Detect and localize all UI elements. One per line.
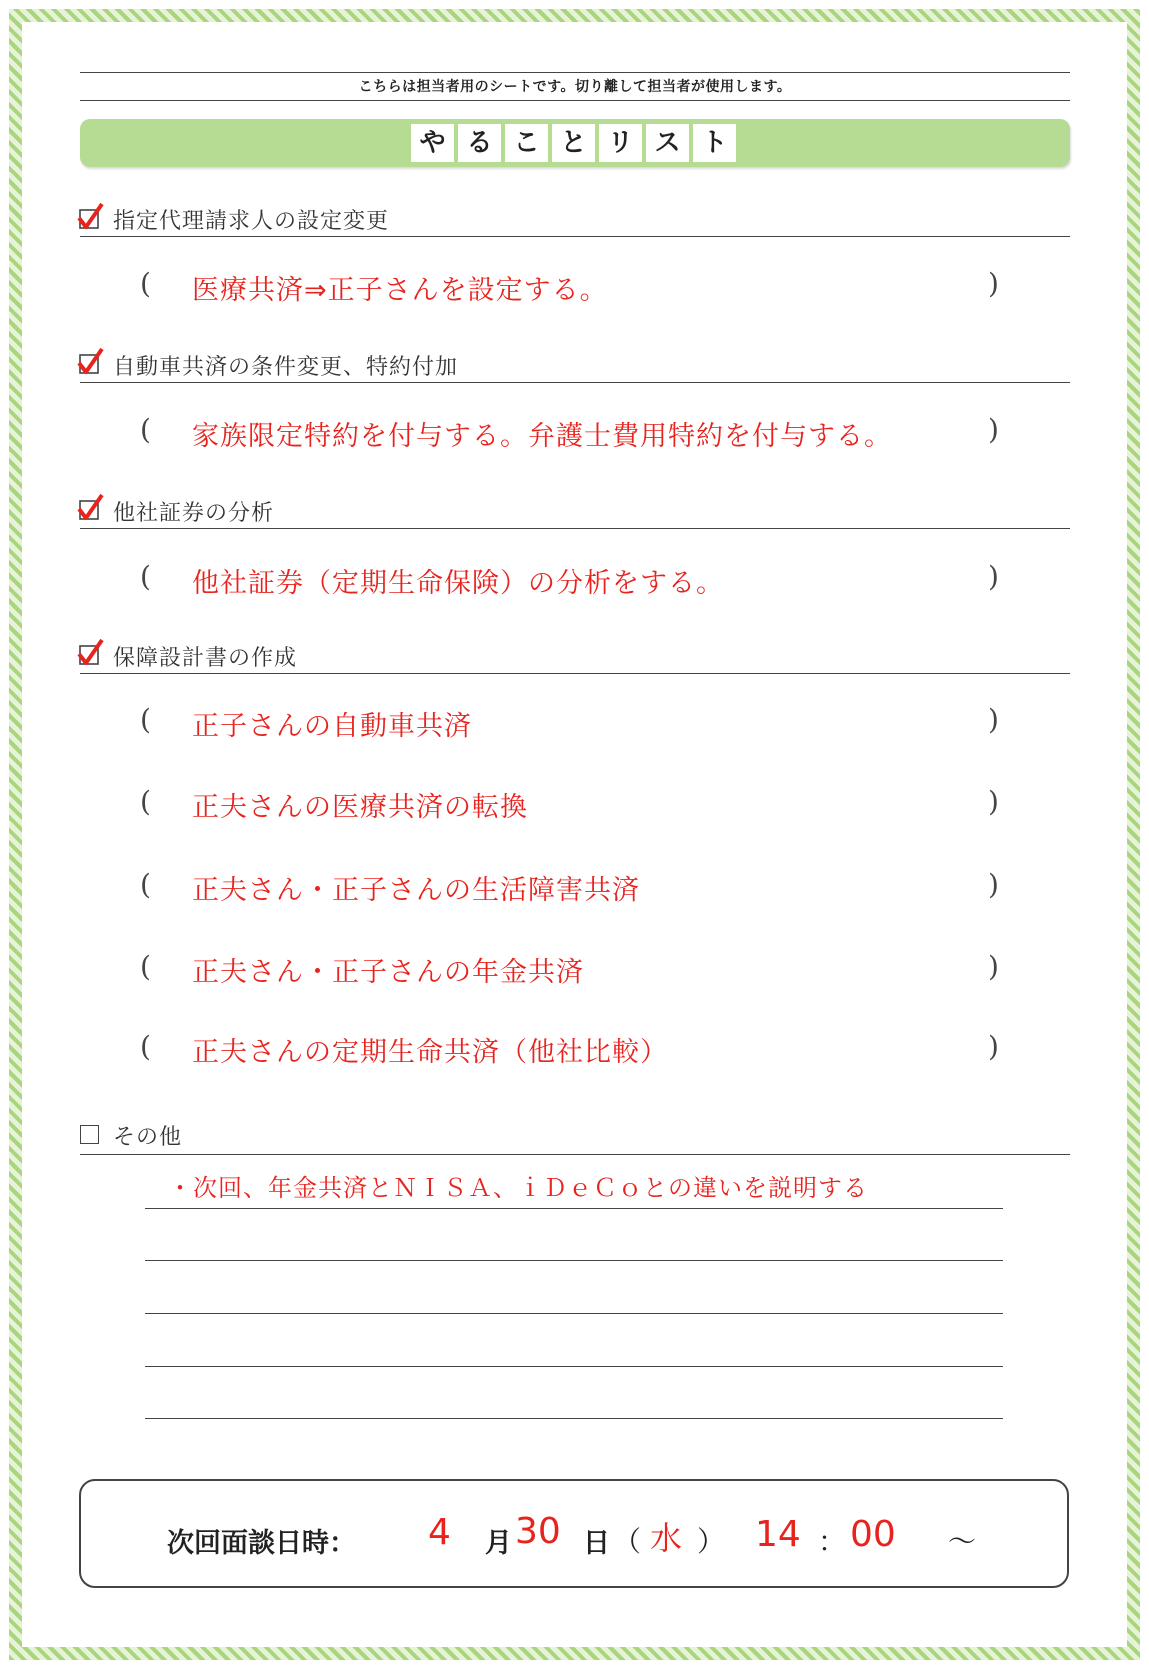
section-divider: [80, 673, 1070, 674]
appointment-weekday: 水: [650, 1519, 683, 1557]
section-label: 自動車共済の条件変更、特約付加: [113, 355, 459, 380]
section-divider: [80, 528, 1070, 529]
time-range-tilde: ～: [948, 1525, 977, 1558]
answer-text: 他社証券（定期生命保険）の分析をする。: [192, 568, 724, 599]
title-char: こ: [505, 124, 548, 162]
checkbox-checked-icon[interactable]: [76, 202, 106, 232]
section-label: 他社証券の分析: [113, 501, 275, 526]
checkbox-checked-icon[interactable]: [76, 638, 106, 668]
time-colon: ：: [818, 1525, 847, 1558]
checkbox-checked-icon[interactable]: [76, 347, 106, 377]
title-char: リ: [599, 124, 642, 162]
answer-text: 家族限定特約を付与する。弁護士費用特約を付与する。: [192, 421, 892, 452]
appointment-month-unit: 月: [485, 1528, 512, 1559]
appointment-label: 次回面談日時：: [167, 1528, 356, 1559]
close-paren: ): [988, 703, 999, 736]
title-char: と: [552, 124, 595, 162]
answer-text: 正夫さんの定期生命共済（他社比較）: [192, 1037, 668, 1068]
title-char: や: [411, 124, 454, 162]
memo-line: [145, 1366, 1003, 1367]
checkbox-checked-icon[interactable]: [76, 493, 106, 523]
close-paren: ): [988, 560, 999, 593]
notice-text: こちらは担当者用のシートです。切り離して担当者が使用します。: [358, 79, 792, 95]
close-paren: ): [988, 950, 999, 983]
appointment-day: 30: [515, 1511, 561, 1552]
weekday-close-paren: ）: [697, 1525, 726, 1558]
section-divider: [80, 236, 1070, 237]
open-paren: (: [140, 413, 151, 446]
answer-text: 正夫さんの医療共済の転換: [192, 792, 528, 823]
open-paren: (: [140, 785, 151, 818]
answer-text: 正夫さん・正子さんの生活障害共済: [192, 875, 640, 906]
memo-line: [145, 1313, 1003, 1314]
memo-text: ・次回、年金共済とＮＩＳＡ、ｉＤｅＣｏとの違いを説明する: [168, 1174, 868, 1202]
page-border: [9, 9, 1140, 1660]
section-label: その他: [113, 1125, 183, 1150]
close-paren: ): [988, 785, 999, 818]
close-paren: ): [988, 267, 999, 300]
open-paren: (: [140, 950, 151, 983]
section-divider: [80, 382, 1070, 383]
title-char: る: [458, 124, 501, 162]
memo-line: [145, 1418, 1003, 1419]
checkbox-unchecked[interactable]: [80, 1125, 99, 1144]
open-paren: (: [140, 267, 151, 300]
answer-text: 医療共済⇒正子さんを設定する。: [192, 275, 608, 306]
section-label: 保障設計書の作成: [113, 646, 298, 671]
appointment-day-unit: 日: [583, 1528, 610, 1559]
section-divider: [80, 1154, 1070, 1155]
memo-line: [145, 1260, 1003, 1261]
title-char: ト: [693, 124, 736, 162]
open-paren: (: [140, 868, 151, 901]
divider-top: [80, 72, 1070, 73]
weekday-open-paren: （: [613, 1525, 642, 1558]
close-paren: ): [988, 1030, 999, 1063]
answer-text: 正夫さん・正子さんの年金共済: [192, 957, 584, 988]
appointment-minute: 00: [850, 1514, 896, 1555]
answer-text: 正子さんの自動車共済: [192, 711, 472, 742]
title-char: ス: [646, 124, 689, 162]
appointment-hour: 14: [755, 1514, 801, 1555]
close-paren: ): [988, 868, 999, 901]
memo-line: [145, 1208, 1003, 1209]
page-title: [411, 124, 736, 162]
close-paren: ): [988, 413, 999, 446]
open-paren: (: [140, 560, 151, 593]
section-label: 指定代理請求人の設定変更: [113, 209, 390, 234]
open-paren: (: [140, 703, 151, 736]
appointment-month: 4: [428, 1512, 451, 1553]
open-paren: (: [140, 1030, 151, 1063]
divider-notice: [80, 100, 1070, 101]
